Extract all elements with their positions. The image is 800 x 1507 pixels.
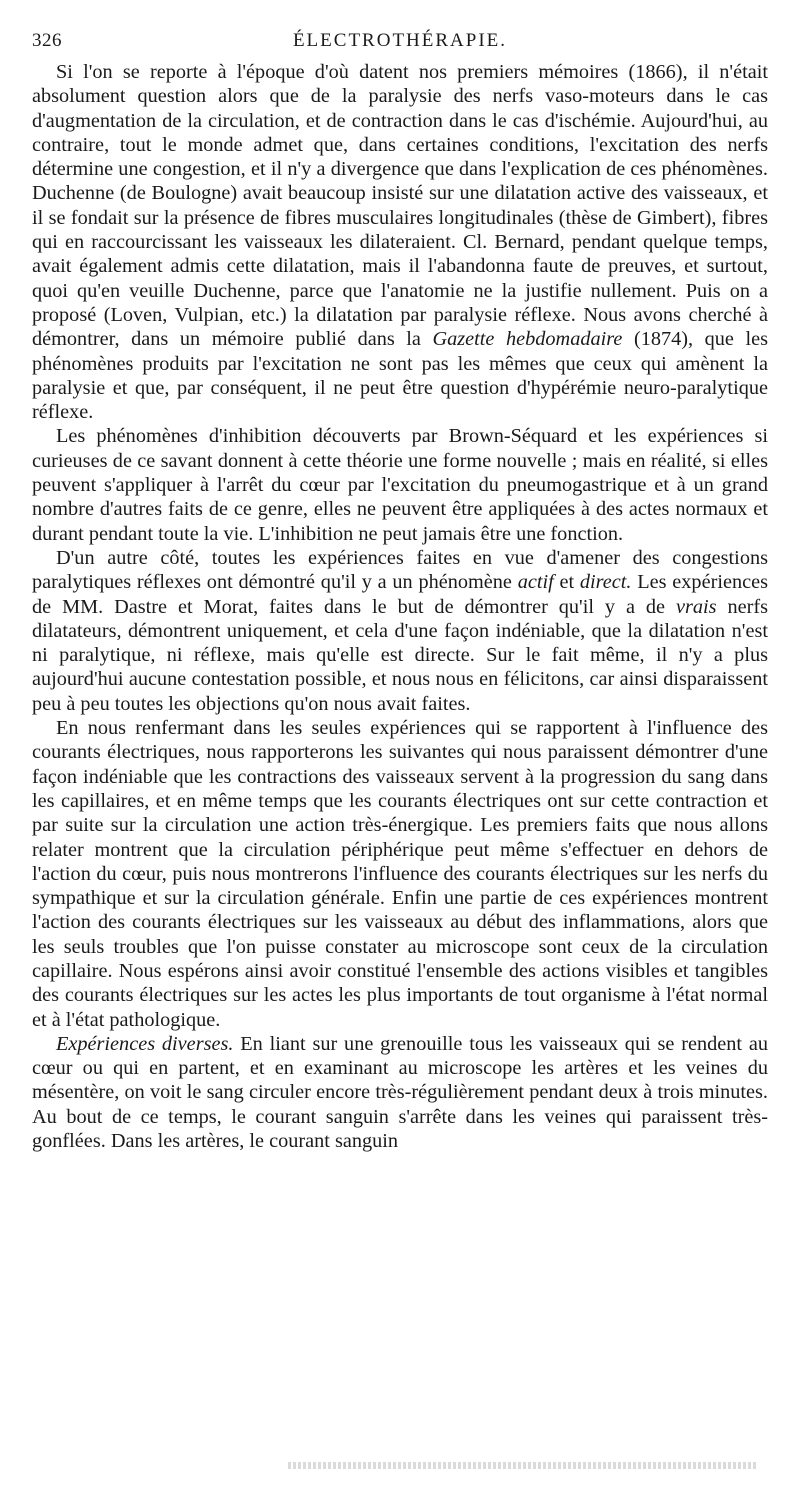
paragraph-5 [32, 1032, 768, 1153]
body-text [32, 60, 768, 1153]
paragraph-1-text: Si l'on se reporte à l'époque d'où datent nos premiers mémoires (1866), il n'était absolument question alors que de la paralysie des nerfs vaso-moteurs dans le cas d'augmentation de la circulation, et de contraction dans le cas d'ischémie. Aujourd'hui, au contraire, tout le monde admet que, dans certaines conditions, l'excitation des nerfs détermine une congestion, et il n'y a divergence que dans l'explication de ces phénomènes. Duchenne (de Boulogne) avait beaucoup insisté sur une dilatation active des vaisseaux, et il se fondait sur la présence de fibres musculaires longitudinales (thèse de Gimbert), fibres qui en raccourcissant les vaisseaux les dilateraient. Cl. Bernard, pendant quelque temps, avait également admis cette dilatation, mais il l'abandonna faute de preuves, et surtout, quoi qu'en veuille Duchenne, parce que l'anatomie ne la justifie nullement. Puis on a proposé (Loven, Vulpian, etc.) la dilatation par paralysie réflexe. Nous avons cherché à démontrer, dans un mémoire publié dans la [32, 61, 768, 351]
running-head [32, 24, 768, 60]
paragraph-3-part-1: D'un autre côté, toutes les expériences faites en vue d'amener des congestions paralytiques réflexes ont démontré qu'il y a un phénomène [32, 546, 768, 594]
bleed-through-smudge [288, 1462, 758, 1469]
paragraph-3-part-2: et [553, 571, 580, 594]
paragraph-3-part-3: Les expériences de MM. Dastre et Morat, faites dans le but de démontrer qu'il y a de [32, 571, 768, 618]
paragraph-4 [32, 716, 768, 1032]
emphasis-actif: actif [517, 571, 554, 594]
paragraph-1-tail: (1874), que les phénomènes produits par l'excitation ne sont pas les mêmes que ceux qui amènent la paralysie et que, par conséquent, il ne peut être question d'hypérémie neuro-paralytique réflexe. [32, 328, 769, 424]
paragraph-1 [32, 60, 768, 424]
emphasis-direct: direct. [579, 571, 632, 594]
paragraph-2-text: Les phénomènes d'inhibition découverts par Brown-Séquard et les expériences si curieuses de ce savant donnent à cette théorie une forme nouvelle ; mais en réalité, si elles peuvent s'appliquer à l'arrêt du cœur par l'excitation du pneumogastrique et à un grand nombre d'autres faits de ce genre, elles ne peuvent être appliquées à des actes normaux et durant pendant toute la vie. L'inhibition ne peut jamais être une fonction. [32, 425, 768, 545]
paragraph-3 [32, 546, 768, 716]
chapter-title: ÉLECTROTHÉRAPIE. [292, 30, 508, 51]
paragraph-4-text: En nous renfermant dans les seules expériences qui se rapportent à l'influence des courants électriques, nous rapporterons les suivantes qui nous paraissent démontrer d'une façon indéniable que les contractions des vaisseaux servent à la progression du sang dans les capillaires, et en même temps que les courants électriques ont sur cette contraction et par suite sur la circulation une action très-énergique. Les premiers faits que nous allons relater montrent que la circulation périphérique peut même s'effectuer en dehors de l'action du cœur, puis nous montrerons l'influence des courants électriques sur les nerfs du sympathique et sur la circulation générale. Enfin une partie de ces expériences montrent l'action des courants électriques sur les vaisseaux au début des inflammations, alors que les seuls troubles que l'on puisse constater au microscope sont ceux de la circulation capillaire. Nous espérons ainsi avoir constitué l'ensemble des actions visibles et tangibles des courants électriques sur les actes les plus importants de tout organisme à l'état normal et à l'état pathologique. [32, 717, 768, 1031]
section-heading-experiences: Expériences diverses. [56, 1032, 234, 1055]
paragraph-2 [32, 424, 768, 545]
paragraph-5-text: En liant sur une grenouille tous les vaisseaux qui se rendent au cœur ou qui en partent, et en examinant au microscope les artères et les veines du mésentère, on voit le sang circuler encore très-régulièrement pendant deux à trois minutes. Au bout de ce temps, le courant sanguin s'arrête dans les veines qui paraissent très-gonflées. Dans les artères, le courant sanguin [32, 1032, 769, 1153]
emphasis-vrais: vrais [675, 595, 717, 618]
page-number: 326 [32, 30, 62, 51]
book-page [32, 24, 768, 1153]
journal-title: Gazette hebdomadaire [432, 328, 623, 351]
paragraph-3-part-4: nerfs dilatateurs, démontrent uniquement, et cela d'une façon indéniable, que la dilatation n'est ni paralytique, ni réflexe, mais qu'elle est directe. Sur le fait même, il n'y a plus aujourd'hui aucune contestation possible, et nous nous en félicitons, car ainsi disparaissent peu à peu toutes les objections qu'on nous avait faites. [32, 595, 768, 715]
